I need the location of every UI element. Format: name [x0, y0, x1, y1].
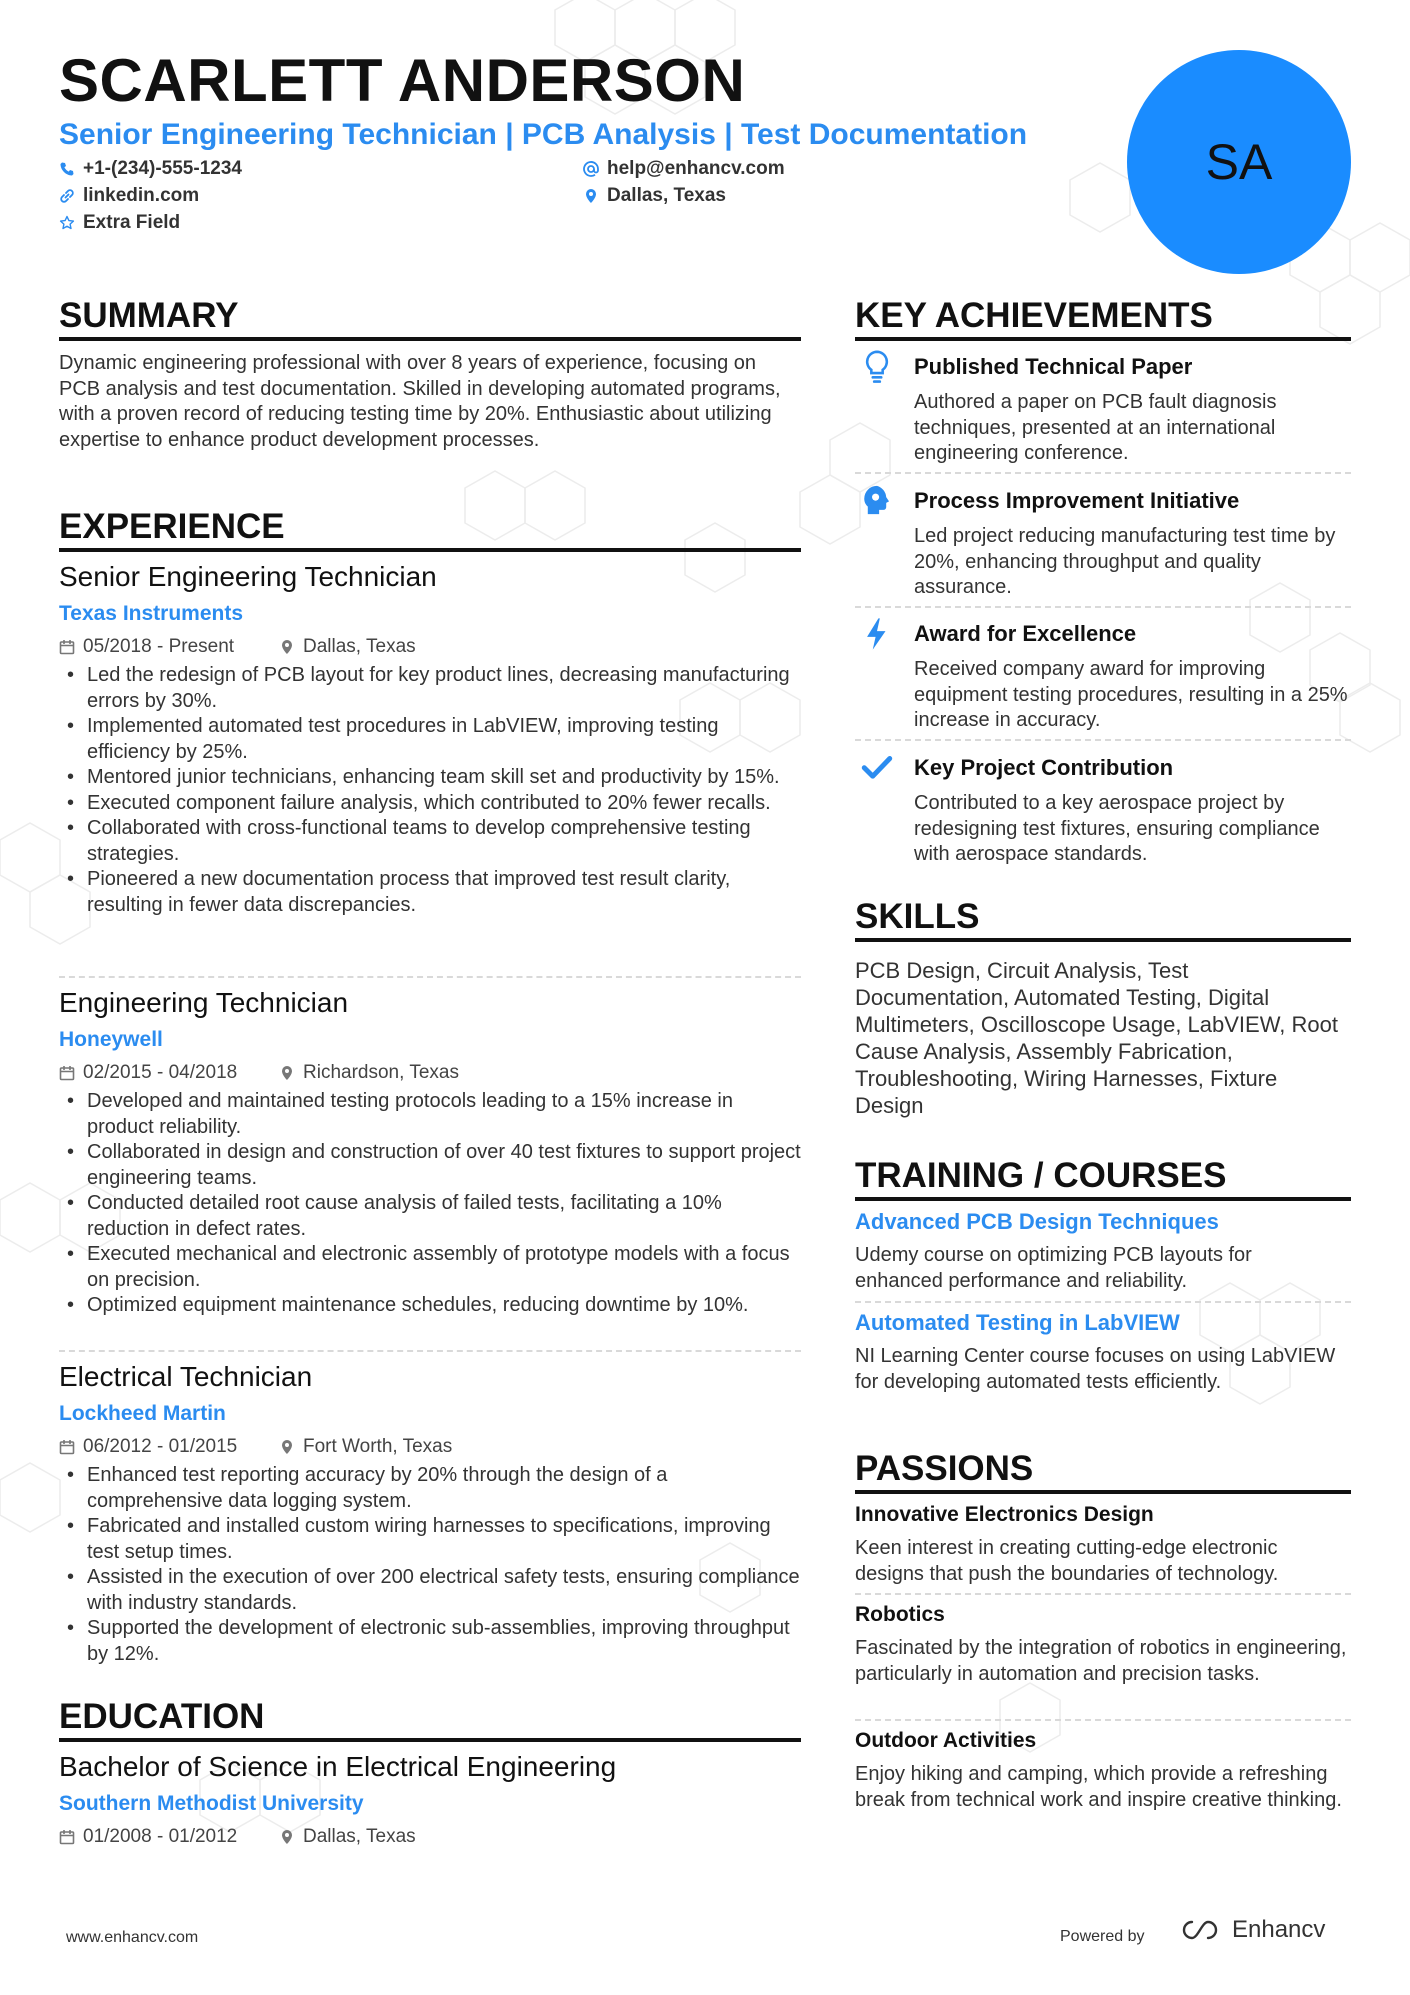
passion-desc: Keen interest in creating cutting-edge electronic designs that push the boundaries of technology. — [855, 1537, 1279, 1585]
job-title: Senior Engineering Technician — [59, 561, 437, 592]
job-dates-text: 02/2015 - 04/2018 — [83, 1062, 238, 1083]
location-pin-icon — [279, 1439, 295, 1455]
phone-icon — [59, 161, 75, 177]
list-item: • Optimized equipment maintenance schedules, reducing downtime by 10%. — [59, 1293, 801, 1319]
education-divider — [59, 1738, 801, 1742]
job-location-text: Dallas, Texas — [303, 636, 416, 657]
contact-email[interactable] — [583, 157, 785, 181]
list-item: • Supported the development of electronic sub-assemblies, improving throughput by 12%. — [59, 1616, 801, 1667]
achievement-title: Published Technical Paper — [914, 354, 1193, 379]
achievement-title: Award for Excellence — [914, 621, 1137, 646]
education-location-text: Dallas, Texas — [303, 1826, 416, 1847]
job-separator — [59, 1350, 801, 1352]
checkmark-icon — [860, 750, 894, 784]
enhancv-logo[interactable] — [1178, 1916, 1325, 1944]
passion-title: Robotics — [855, 1603, 945, 1626]
candidate-name: SCARLETT ANDERSON — [59, 47, 746, 114]
achievement-desc: Received company award for improving equipment testing procedures, resulting in a 25% increase in accuracy. — [914, 658, 1348, 731]
passion-separator — [855, 1719, 1351, 1721]
location-pin-icon — [279, 1829, 295, 1845]
company-name: Texas Instruments — [59, 602, 244, 625]
location-pin-icon — [279, 1065, 295, 1081]
education-meta — [59, 1825, 416, 1849]
list-item: • Assisted in the execution of over 200 electrical safety tests, ensuring compliance with industry standards. — [59, 1565, 801, 1616]
experience-divider — [59, 548, 801, 552]
job-location — [279, 1061, 459, 1085]
achievements-divider — [855, 337, 1351, 341]
location-pin-icon — [583, 188, 599, 204]
job-dates-text: 06/2012 - 01/2015 — [83, 1436, 238, 1457]
company-name: Honeywell — [59, 1028, 163, 1051]
job-location-text: Fort Worth, Texas — [303, 1436, 453, 1457]
job-bullets — [59, 1463, 801, 1667]
extra-field-text: Extra Field — [83, 212, 181, 233]
footer-website[interactable]: www.enhancv.com — [66, 1929, 199, 1946]
link-icon — [59, 188, 75, 204]
list-item: • Executed component failure analysis, which contributed to 20% fewer recalls. — [59, 791, 801, 817]
contact-location — [583, 184, 726, 208]
enhancv-logo-text: Enhancv — [1232, 1916, 1326, 1943]
skills-divider — [855, 938, 1351, 942]
education-location — [279, 1825, 416, 1849]
email-text: help@enhancv.com — [607, 158, 785, 179]
skills-heading: SKILLS — [855, 897, 980, 936]
phone-text: +1-(234)-555-1234 — [83, 158, 242, 179]
achievement-desc: Led project reducing manufacturing test time by 20%, enhancing throughput and quality assurance. — [914, 525, 1336, 598]
contact-phone — [59, 157, 242, 181]
training-divider — [855, 1197, 1351, 1201]
list-item: • Developed and maintained testing protocols leading to a 15% increase in product reliability. — [59, 1089, 801, 1140]
job-separator — [59, 976, 801, 978]
course-title: Advanced PCB Design Techniques — [855, 1209, 1219, 1234]
summary-text: Dynamic engineering professional with over 8 years of experience, focusing on PCB analysis and test documentation. Skilled in developing automated programs, with a proven record of reducing testing time by 20%. Enthusiastic about utilizing expertise to enhance product development processes. — [59, 352, 781, 451]
lightning-icon — [860, 617, 894, 651]
job-location — [279, 635, 416, 659]
calendar-icon — [59, 1065, 75, 1081]
list-item: • Executed mechanical and electronic assembly of prototype models with a focus on precision. — [59, 1242, 801, 1293]
contact-extra — [59, 211, 180, 235]
list-item: • Conducted detailed root cause analysis of failed tests, facilitating a 10% reduction in defect rates. — [59, 1191, 801, 1242]
job-title: Electrical Technician — [59, 1361, 313, 1392]
job-bullets — [59, 1089, 801, 1319]
job-dates — [59, 635, 279, 659]
job-meta — [59, 1061, 459, 1085]
job-dates — [59, 1061, 279, 1085]
job-dates — [59, 1435, 279, 1459]
education-heading: EDUCATION — [59, 1697, 265, 1736]
achievement-desc: Authored a paper on PCB fault diagnosis techniques, presented at an international engineering conference. — [914, 391, 1277, 464]
job-title: Engineering Technician — [59, 987, 349, 1018]
job-bullets — [59, 663, 801, 918]
passions-heading: PASSIONS — [855, 1449, 1034, 1488]
passion-desc: Fascinated by the integration of robotics in engineering, particularly in automation and precision tasks. — [855, 1637, 1347, 1685]
degree-title: Bachelor of Science in Electrical Engineering — [59, 1751, 617, 1782]
job-meta — [59, 1435, 452, 1459]
lightbulb-icon — [860, 349, 894, 383]
passions-divider — [855, 1490, 1351, 1494]
summary-divider — [59, 337, 801, 341]
passion-title: Outdoor Activities — [855, 1729, 1037, 1752]
headline: Senior Engineering Technician | PCB Analysis | Test Documentation — [59, 118, 1028, 151]
achievement-title: Process Improvement Initiative — [914, 488, 1240, 513]
passion-separator — [855, 1593, 1351, 1595]
passion-title: Innovative Electronics Design — [855, 1503, 1154, 1526]
school-name: Southern Methodist University — [59, 1792, 364, 1815]
training-heading: TRAINING / COURSES — [855, 1156, 1227, 1195]
education-dates-text: 01/2008 - 01/2012 — [83, 1826, 238, 1847]
skills-list: PCB Design, Circuit Analysis, Test Documentation, Automated Testing, Digital Multimeters, Oscilloscope Usage, LabVIEW, Root Cause Analysis, Assembly Fabrication, Troubleshooting, Wiring Harnesses, Fixture Design — [855, 958, 1338, 1118]
list-item: • Enhanced test reporting accuracy by 20% through the design of a comprehensive data logging system. — [59, 1463, 801, 1514]
company-name: Lockheed Martin — [59, 1402, 226, 1425]
location-pin-icon — [279, 639, 295, 655]
job-location-text: Richardson, Texas — [303, 1062, 459, 1083]
course-desc: Udemy course on optimizing PCB layouts for enhanced performance and reliability. — [855, 1244, 1252, 1292]
at-sign-icon — [583, 161, 599, 177]
avatar-initials: SA — [1205, 134, 1273, 190]
list-item: • Collaborated in design and construction of over 40 test fixtures to support project engineering teams. — [59, 1140, 801, 1191]
linkedin-text: linkedin.com — [83, 185, 200, 206]
list-item: • Pioneered a new documentation process that improved test result clarity, resulting in fewer data discrepancies. — [59, 867, 801, 918]
list-item: • Fabricated and installed custom wiring harnesses to specifications, improving test setup times. — [59, 1514, 801, 1565]
job-dates-text: 05/2018 - Present — [83, 636, 235, 657]
education-dates — [59, 1825, 279, 1849]
calendar-icon — [59, 1829, 75, 1845]
course-separator — [855, 1301, 1351, 1303]
location-text: Dallas, Texas — [607, 185, 727, 206]
passion-desc: Enjoy hiking and camping, which provide a refreshing break from technical work and inspire creative thinking. — [855, 1763, 1342, 1811]
calendar-icon — [59, 1439, 75, 1455]
summary-heading: SUMMARY — [59, 296, 239, 335]
achievement-separator — [855, 739, 1351, 741]
achievement-desc: Contributed to a key aerospace project by redesigning test fixtures, ensuring compliance with aerospace standards. — [914, 792, 1320, 865]
achievement-separator — [855, 606, 1351, 608]
list-item: • Implemented automated test procedures in LabVIEW, improving testing efficiency by 25%. — [59, 714, 801, 765]
achievement-title: Key Project Contribution — [914, 755, 1174, 780]
calendar-icon — [59, 639, 75, 655]
list-item: • Mentored junior technicians, enhancing team skill set and productivity by 15%. — [59, 765, 801, 791]
avatar — [1127, 50, 1351, 274]
course-desc: NI Learning Center course focuses on using LabVIEW for developing automated tests efficiently. — [855, 1345, 1336, 1393]
head-gear-icon — [860, 483, 894, 517]
footer-powered-by: Powered by — [1060, 1928, 1145, 1945]
contact-linkedin[interactable] — [59, 184, 199, 208]
achievements-heading: KEY ACHIEVEMENTS — [855, 296, 1213, 335]
enhancv-logo-icon — [1178, 1918, 1222, 1942]
list-item: • Led the redesign of PCB layout for key product lines, decreasing manufacturing errors by 30%. — [59, 663, 801, 714]
list-item: • Collaborated with cross-functional teams to develop comprehensive testing strategies. — [59, 816, 801, 867]
course-title: Automated Testing in LabVIEW — [855, 1310, 1180, 1335]
job-meta — [59, 635, 416, 659]
experience-heading: EXPERIENCE — [59, 507, 285, 546]
star-icon — [59, 215, 75, 231]
job-location — [279, 1435, 452, 1459]
achievement-separator — [855, 472, 1351, 474]
